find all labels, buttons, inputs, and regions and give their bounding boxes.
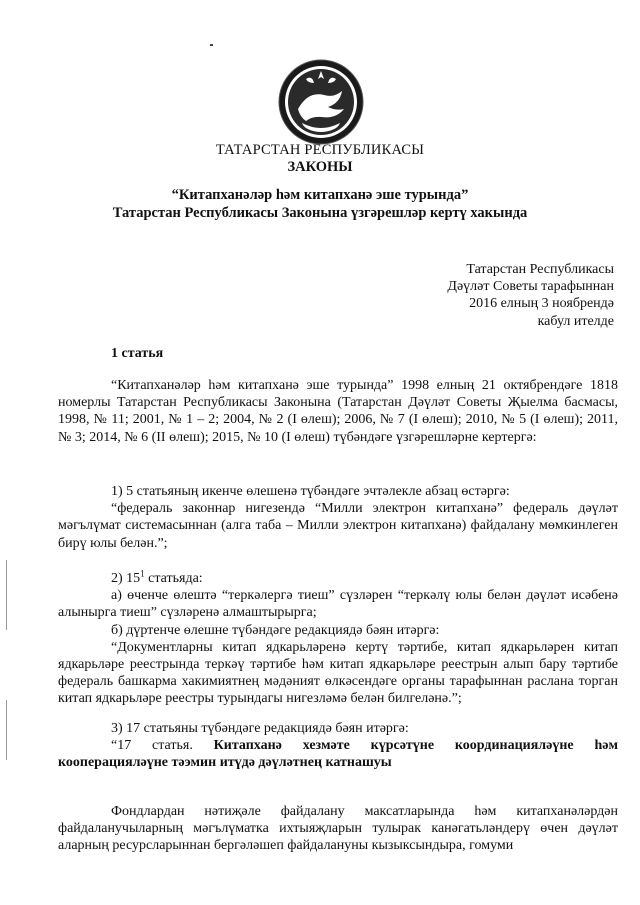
item-2b-text: б) дүртенче өлешне түбәндәге редакциядә бәян итәргә: [111,622,440,638]
item-3-article-number: “17 статья. [111,738,193,754]
final-paragraph [58,803,618,855]
article-heading: 1 статья [111,346,164,361]
intro-paragraph [58,377,618,446]
item-2-number: 2) 15 [111,571,141,586]
scan-edge-mark [6,700,7,760]
item-3-block [58,720,618,772]
item-2-superscript: 1 [140,568,145,579]
item-3-article-title [58,737,618,771]
adoption-block [447,261,614,330]
item-2-heading [58,570,618,587]
adoption-line: кабул ителде [537,313,614,329]
item-1-text: 1) 5 статьяның икенче өлешенә түбәндәге эчтәлекле абзац өстәргә: [111,484,510,499]
item-3-article-name: Китапханә хезмәте күрсәтүне координацияләүне һәм кооперацияләүне тәэмин итүдә дәүләтнең катнашуы [58,738,618,771]
adoption-line: Татарстан Республикасы [466,262,614,277]
item-1-quote: “федераль законнар нигезендә “Милли электрон китапханә” федераль дәүләт мәгълүмат системасыннан (алга таба – Милли электрон китапханә) файдалану мөмкинлеген бирү юлы белән.”; [58,501,618,551]
item-2-block [58,570,618,708]
item-2-quote: “Документларны китап ядкарьләренә кертү тәртибе, китап ядкарьләрен китап ядкарьләре реестрында теркәү тәртибе һәм китап ядкарьләре реестрын алып бару тәртибе федераль башкарма хакимиятнең мәдәният өлкәсендәге органы тарафыннан раслана торган китап ядкарьләре реестры турындагы нигезләмә белән билгеләнә.”; [58,639,618,707]
item-2-suffix: статьяда: [144,571,203,586]
final-text: Фондлардан нәтиҗәле файдалану максатларында һәм китапханәләрдән файдаланучыларның мәгълүматка ихтыяҗларын тулырак канәгатьләндерү өчен дәүләт аларның ресурсларыннан бергәләшеп файдалануны кызыксындыра, гомуми [58,804,618,854]
intro-text: “Китапханәләр һәм китапханә эше турында” 1998 елның 21 октябрендәге 1818 номерлы Татарстан Республикасы Законына (Татарстан Дәүләт Советы Җыелма басмасы, 1998, № 11; 2001, № 1 – 2; 2004, № 2 (I өлеш); 2006, № 7 (I өлеш); 2010, № 5 (I өлеш); 2011, № 3; 2014, № 6 (II өлеш); 2015, № 10 (I өлеш) түбәндәге үзгәрешләрне кертергә: [58,378,618,445]
item-3-text: 3) 17 статьяны түбәндәге редакциядә бәян итәргә: [111,721,409,736]
item-1-block [58,483,618,552]
scan-edge-mark [6,560,7,630]
tatarstan-emblem-icon [276,57,366,147]
adoption-line: Дәүләт Советы тарафыннан [447,279,614,295]
law-subject-line2: Татарстан Республикасы Законына үзгәрешләр кертү хакында [112,205,528,221]
law-title: ЗАКОНЫ [287,159,353,175]
law-subject-line1: “Китапханәләр һәм китапханә эше турында” [171,187,469,203]
scan-speck [210,44,213,46]
adoption-line: 2016 елның 3 ноябрендә [469,296,614,312]
republic-title: ТАТАРСТАН РЕСПУБЛИКАСЫ [215,142,425,158]
item-2a-text: а) өченче өлештә “теркәлергә тиеш” сүзләрен “теркәлү юлы белән дәүләт исәбенә алынырга тиеш” сүзләренә алмаштырырга; [58,588,618,621]
